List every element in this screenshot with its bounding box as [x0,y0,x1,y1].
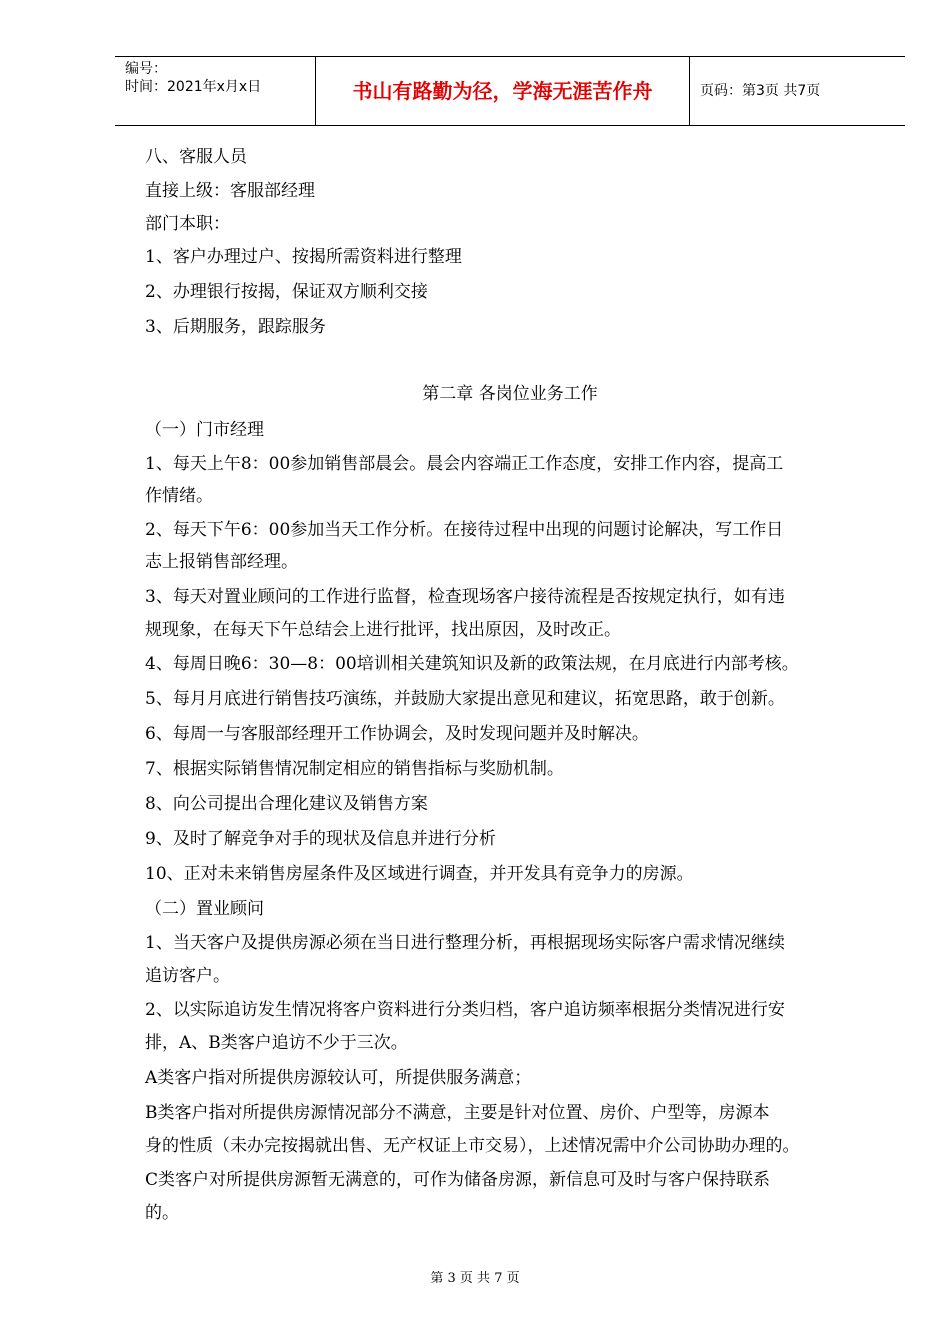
sub1-line: 5、每月月底进行销售技巧演练，并鼓励大家提出意见和建议，拓宽思路，敢于创新。 [145,689,785,709]
header-motto-cell [316,57,690,125]
section8-superior: 直接上级：客服部经理 [145,181,315,201]
sub2-line: 排，A、B类客户追访不少于三次。 [145,1033,408,1053]
sub1-line: 8、向公司提出合理化建议及销售方案 [145,794,428,814]
header-page-cell [690,57,905,125]
document-header [115,56,905,126]
page-footer: 第 3 页 共 7 页 [430,1271,520,1286]
sub1-line: 3、每天对置业顾问的工作进行监督，检查现场客户接待流程是否按规定执行，如有违 [145,587,785,607]
serial-label: 编号： [125,61,167,77]
sub1-line: 9、及时了解竞争对手的现状及信息并进行分析 [145,829,496,849]
header-meta-cell [115,57,316,125]
section8-title: 八、客服人员 [145,147,247,167]
sub1-line: 2、每天下午6：00参加当天工作分析。在接待过程中出现的问题讨论解决，写工作日 [145,520,784,540]
sub2-title: （二）置业顾问 [145,899,264,919]
sub2-line: C类客户对所提供房源暂无满意的，可作为储备房源，新信息可及时与客户保持联系 [145,1170,771,1190]
sub1-title: （一）门市经理 [145,420,264,440]
section8-item: 2、办理银行按揭，保证双方顺利交接 [145,282,428,302]
section8-item: 3、后期服务，跟踪服务 [145,317,326,337]
chapter-title: 第二章 各岗位业务工作 [422,384,598,404]
sub2-line: 追访客户。 [145,966,230,986]
sub1-line: 志上报销售部经理。 [145,552,298,572]
sub1-line: 6、每周一与客服部经理开工作协调会，及时发现问题并及时解决。 [145,724,649,744]
sub1-line: 7、根据实际销售情况制定相应的销售指标与奖励机制。 [145,759,564,779]
section8-duty: 部门本职： [145,214,230,234]
motto: 书山有路勤为径，学海无涯苦作舟 [352,79,653,103]
time-label: 时间：2021年x月x日 [125,79,262,95]
sub2-line: 1、当天客户及提供房源必须在当日进行整理分析，再根据现场实际客户需求情况继续 [145,933,785,953]
sub2-line: 2、以实际追访发生情况将客户资料进行分类归档，客户追访频率根据分类情况进行安 [145,1000,785,1020]
sub2-line: 的。 [145,1203,179,1223]
sub1-line: 规现象，在每天下午总结会上进行批评，找出原因，及时改正。 [145,620,621,640]
sub1-line: 4、每周日晚6：30—8：00培训相关建筑知识及新的政策法规，在月底进行内部考核。 [145,654,799,674]
sub2-line: B类客户指对所提供房源情况部分不满意，主要是针对位置、房价、户型等，房源本 [145,1103,770,1123]
sub2-line: A类客户指对所提供房源较认可，所提供服务满意； [145,1068,532,1088]
sub1-line: 作情绪。 [145,486,213,506]
section8-item: 1、客户办理过户、按揭所需资料进行整理 [145,247,462,267]
header-page-label: 页码：第3页 共7页 [700,83,821,99]
sub1-line: 10、正对未来销售房屋条件及区域进行调查，并开发具有竞争力的房源。 [145,864,694,884]
sub2-line: 身的性质（未办完按揭就出售、无产权证上市交易），上述情况需中介公司协助办理的。 [145,1136,800,1156]
sub1-line: 1、每天上午8：00参加销售部晨会。晨会内容端正工作态度，安排工作内容，提高工 [145,454,784,474]
